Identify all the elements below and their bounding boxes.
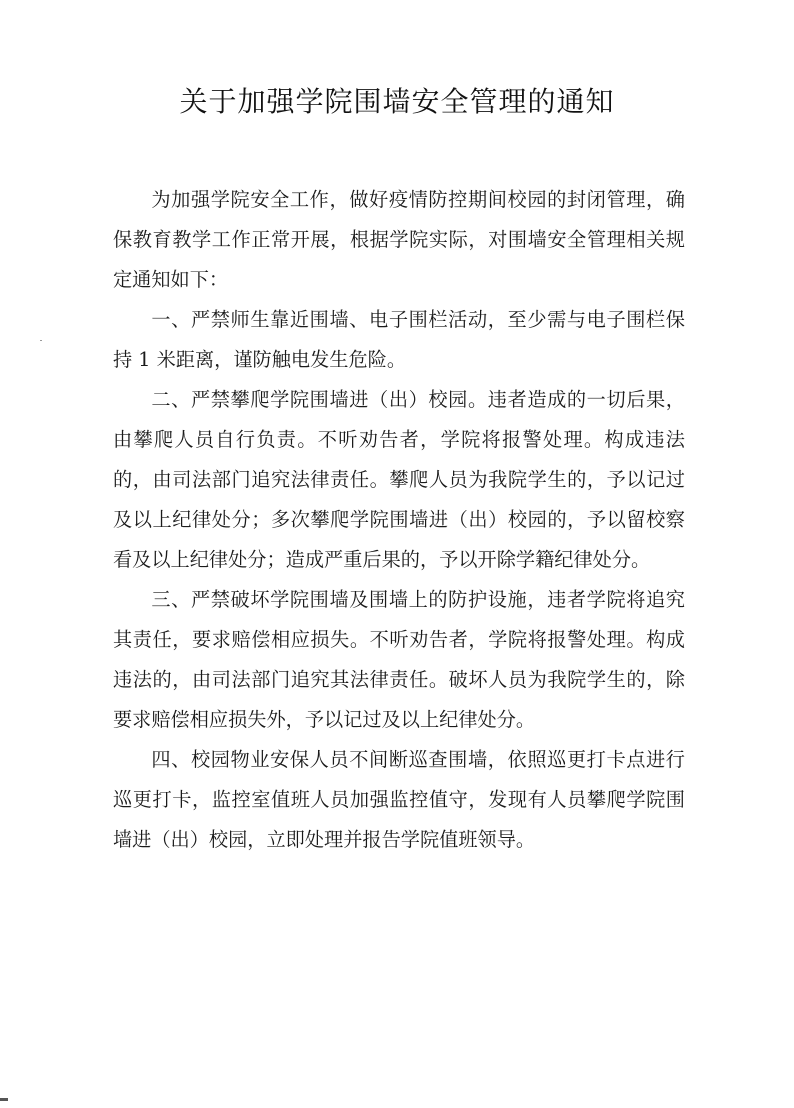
clause-2-paragraph: 二、严禁攀爬学院围墙进（出）校园。违者造成的一切后果，由攀爬人员自行负责。不听劝告者，学院将报警处理。构成违法的，由司法部门追究法律责任。攀爬人员为我院学生的，予以记过及以上纪律处分；多次攀爬学院围墙进（出）校园的，予以留校察看及以上纪律处分；造成严重后果的，予以开除学籍纪律处分。 [113, 388, 685, 571]
scan-edge-mark [0, 1098, 8, 1101]
document-title: 关于加强学院围墙安全管理的通知 [179, 85, 615, 118]
clause-4-paragraph: 四、校园物业安保人员不间断巡查围墙，依照巡更打卡点进行巡更打卡，监控室值班人员加强监控值守，发现有人员攀爬学院围墙进（出）校园，立即处理并报告学院值班领导。 [113, 748, 685, 851]
clause-3-paragraph: 三、严禁破坏学院围墙及围墙上的防护设施，违者学院将追究其责任，要求赔偿相应损失。不听劝告者，学院将报警处理。构成违法的，由司法部门追究其法律责任。破坏人员为我院学生的，除要求赔偿相应损失外，予以记过及以上纪律处分。 [113, 588, 685, 731]
document-body [113, 180, 685, 860]
scan-speck [40, 340, 42, 341]
intro-paragraph: 为加强学院安全工作，做好疫情防控期间校园的封闭管理，确保教育教学工作正常开展，根据学院实际，对围墙安全管理相关规定通知如下： [113, 188, 685, 291]
clause-1-paragraph: 一、严禁师生靠近围墙、电子围栏活动，至少需与电子围栏保持 1 米距离，谨防触电发生危险。 [113, 308, 685, 371]
